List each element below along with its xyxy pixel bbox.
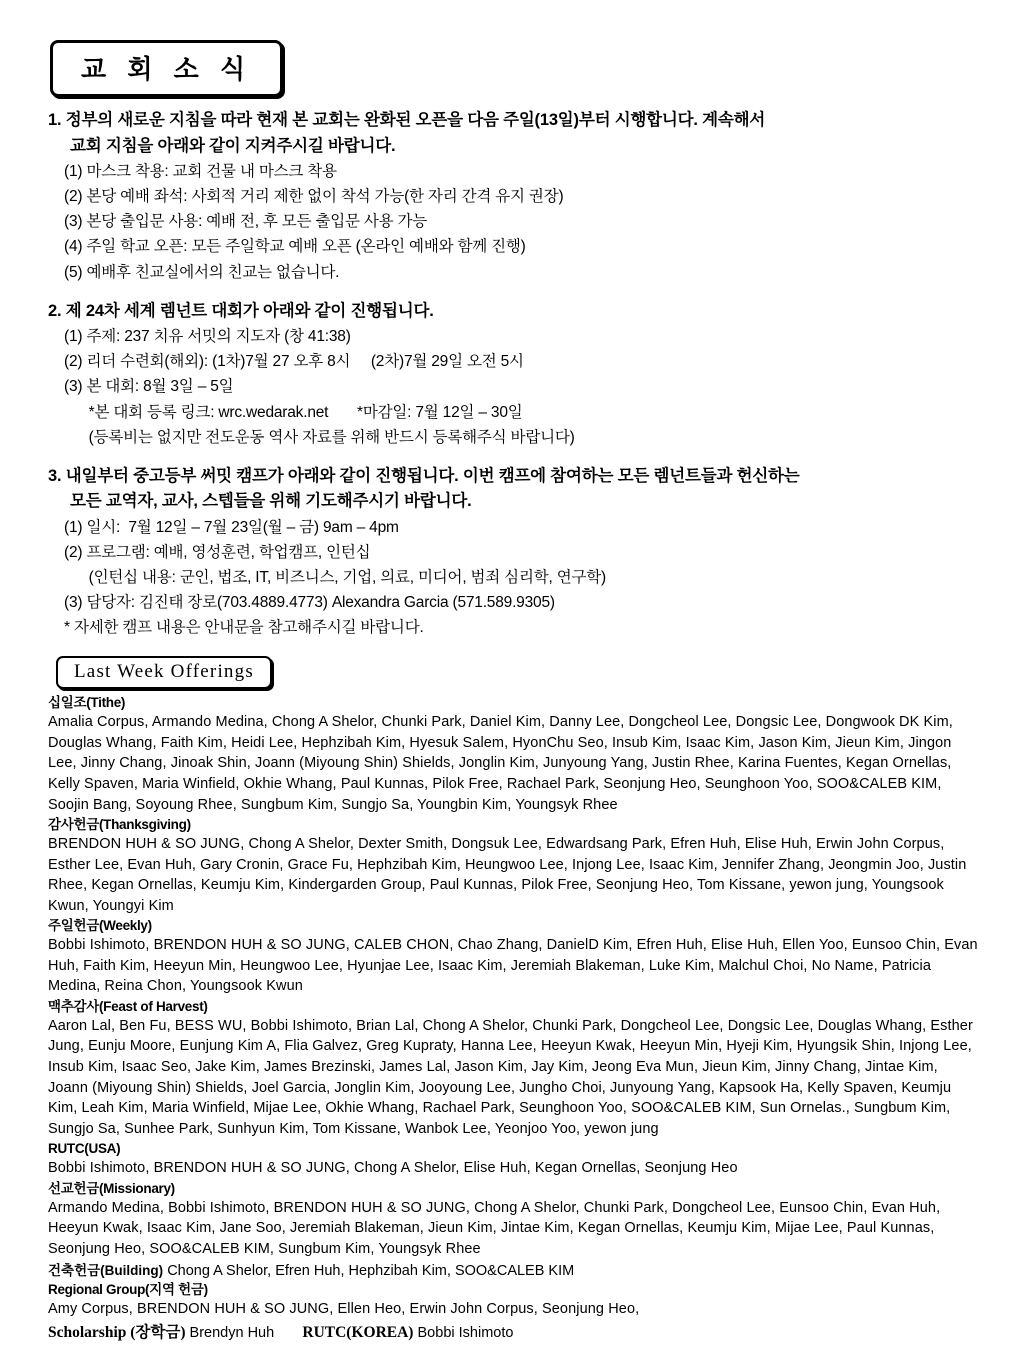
offering-category-names: Amalia Corpus, Armando Medina, Chong A Shelor, Chunki Park, Daniel Kim, Danny Lee, Dongcheol Lee, Dongsic Lee, Dongwook DK Kim, Douglas Whang, Faith Kim, Heidi Lee, Hephzibah Kim, Hyesuk Salem, HyonChu Seo, Insub Kim, Isaac Kim, Jason Kim, Jieun Kim, Jingon Lee, Jinny Chang, Jinoak Shin, Joann (Miyoung Shin) Shields, Jonglin Kim, Junyoung Yang, Justin Rhee, Karina Fuentes, Kegan Ornellas, Kelly Spaven, Maria Winfield, Okhie Whang, Paul Kunnas, Pilok Free, Rachael Park, Seonjung Heo, Seunghoon Yoo, SOO&CALEB KIM, Soojin Bang, Soyoung Rhee, Sungbum Kim, Sungjo Sa, Youngbin Kim, Youngsyk Rhee: [48, 714, 953, 813]
announcement-sub: (2) 리더 수련회(해외): (1차)7월 27 오후 8시 (2차)7월 29일 오전 5시: [64, 353, 524, 371]
scholarship-label: Scholarship (장학금): [48, 1324, 186, 1342]
offering-category: [48, 1181, 978, 1260]
offering-category-title: RUTC(USA): [48, 1141, 121, 1157]
announcement-item: [48, 299, 978, 450]
announcement-heading: [48, 299, 978, 325]
offerings-title: Last Week Offerings: [74, 661, 254, 683]
offering-category-names: Bobbi Ishimoto, BRENDON HUH & SO JUNG, CALEB CHON, Chao Zhang, DanielD Kim, Efren Huh, Elise Huh, Ellen Yoo, Eunsoo Chin, Evan Huh, Faith Kim, Heeyun Min, Heungwoo Lee, Hyunjae Lee, Isaac Kim, Jeremiah Blakeman, Luke Kim, Malchul Choi, No Name, Patricia Medina, Reina Chon, Youngsook Kwun: [48, 937, 978, 995]
announcement-number: 3.: [48, 466, 62, 485]
announcement-sub: (5) 예배후 친교실에서의 친교는 없습니다.: [64, 263, 340, 281]
offerings-title-badge: [56, 656, 272, 689]
offering-category-names: Chong A Shelor, Efren Huh, Hephzibah Kim, SOO&CALEB KIM: [167, 1263, 575, 1280]
offering-category-title: Regional Group(지역 헌금): [48, 1282, 208, 1297]
offering-category-title: 맥추감사(Feast of Harvest): [48, 999, 208, 1015]
offering-category-names: Amy Corpus, BRENDON HUH & SO JUNG, Ellen Heo, Erwin John Corpus, Seonjung Heo,: [48, 1300, 640, 1317]
offering-category-names: Armando Medina, Bobbi Ishimoto, BRENDON HUH & SO JUNG, Chong A Shelor, Chunki Park, Dongcheol Lee, Eunsoo Chin, Evan Huh, Heeyun Kwak, Isaac Kim, Jane Soo, Jeremiah Blakeman, Jieun Kim, Jintae Kim, Kegan Ornellas, Keumju Kim, Mijae Lee, Paul Kunnas, Seonjung Heo, SOO&CALEB KIM, Sungbum Kim, Youngsyk Rhee: [48, 1199, 941, 1257]
rutc-korea-names: Bobbi Ishimoto: [417, 1325, 514, 1342]
announcement-heading: [48, 108, 978, 159]
offering-category: [48, 999, 978, 1139]
announcement-item: [48, 108, 978, 285]
announcement-sub-registration-link: *본 대회 등록 링크: wrc.wedarak.net *마감일: 7월 12일 – 30일: [64, 403, 523, 421]
announcement-heading: [48, 464, 978, 515]
offering-category: [48, 918, 978, 997]
announcement-sub: (1) 일시: 7월 12일 – 7월 23일(월 – 금) 9am – 4pm: [64, 518, 399, 536]
offering-category-names: BRENDON HUH & SO JUNG, Chong A Shelor, Dexter Smith, Dongsuk Lee, Edwardsang Park, Efren Huh, Elise Huh, Erwin John Corpus, Esther Lee, Evan Huh, Gary Cronin, Grace Fu, Hephzibah Kim, Heungwoo Lee, Injong Lee, Isaac Kim, Jennifer Zhang, Jeongmin Joo, Justin Rhee, Kegan Ornellas, Keumju Kim, Kindergarden Group, Paul Kunnas, Pilok Free, Seonjung Heo, Tom Kissane, yewon jung, Youngsook Kwun, Youngyi Kim: [48, 836, 967, 914]
offering-category-title: 십일조(Tithe): [48, 695, 126, 711]
offering-footer-row: [48, 1321, 978, 1345]
offering-category: [48, 1141, 978, 1178]
offering-category-title: 선교헌금(Missionary): [48, 1180, 175, 1196]
announcement-sub: (4) 주일 학교 오픈: 모든 주일학교 예배 오픈 (온라인 예배와 함께 진행): [64, 238, 526, 256]
announcement-footnote: * 자세한 캠프 내용은 안내문을 참고해주시길 바랍니다.: [64, 619, 424, 637]
announcement-sub: (인턴십 내용: 군인, 법조, IT, 비즈니스, 기업, 의료, 미디어, 범죄 심리학, 연구학): [64, 569, 606, 587]
announcement-sub: (등록비는 없지만 전도운동 역사 자료를 위해 반드시 등록해주식 바랍니다): [64, 428, 575, 446]
announcement-heading-line1: 정부의 새로운 지침을 따라 현재 본 교회는 완화된 오픈을 다음 주일(13일)부터 시행합니다. 계속해서: [65, 111, 766, 129]
announcement-heading-line2: 교회 지침을 아래와 같이 지켜주시길 바랍니다.: [70, 136, 396, 155]
announcement-sub: (1) 주제: 237 치유 서밋의 지도자 (창 41:38): [64, 328, 351, 346]
offerings-title-container: [48, 656, 978, 689]
announcement-heading-line1: 제 24차 세계 렘넌트 대회가 아래와 같이 진행됩니다.: [65, 301, 434, 320]
announcement-number: 2.: [48, 301, 62, 320]
offering-category-title: 감사헌금(Thanksgiving): [48, 817, 191, 833]
announcement-sub: (2) 본당 예배 좌석: 사회적 거리 제한 없이 착석 가능(한 자리 간격 유지 권장): [64, 188, 564, 206]
page-title: 교 회 소 식: [81, 54, 253, 84]
offerings-section: [48, 695, 978, 1345]
announcement-sub-contact: (3) 담당자: 김진태 장로(703.4889.4773) Alexandra Garcia (571.589.9305): [64, 594, 555, 612]
offering-category: [48, 695, 978, 815]
page-title-container: [50, 40, 283, 97]
offering-category-title: 건축헌금(Building): [48, 1263, 164, 1279]
announcements-section: [48, 108, 978, 1345]
announcement-sub: (1) 마스크 착용: 교회 건물 내 마스크 착용: [64, 163, 337, 181]
rutc-korea-label: RUTC(KOREA): [302, 1324, 414, 1342]
announcement-heading-line2: 모든 교역자, 교사, 스텝들을 위해 기도해주시기 바랍니다.: [70, 492, 472, 511]
announcement-heading-line1: 내일부터 중고등부 써밋 캠프가 아래와 같이 진행됩니다. 이번 캠프에 참여하는 모든 렘넌트들과 헌신하는: [65, 466, 800, 485]
offering-category: [48, 1282, 978, 1319]
announcement-number: 1.: [48, 111, 62, 129]
offering-category-inline: [48, 1261, 978, 1282]
announcement-sub: (3) 본당 출입문 사용: 예배 전, 후 모든 출입문 사용 가능: [64, 213, 428, 231]
offering-category-names: Aaron Lal, Ben Fu, BESS WU, Bobbi Ishimoto, Brian Lal, Chong A Shelor, Chunki Park, Dongcheol Lee, Dongsic Lee, Douglas Whang, Esther Jung, Eunju Moore, Eunjung Kim A, Flia Galvez, Greg Kupraty, Hanna Lee, Heeyun Kwak, Heeyun Min, Hyeji Kim, Hyungsik Shin, Injong Lee, Insub Kim, Isaac Seo, Jake Kim, James Brezinski, James Lal, Jason Kim, Jay Kim, Jeong Eva Mun, Jieun Kim, Jinny Chang, Jintae Kim, Joann (Miyoung Shin) Shields, Joel Garcia, Jonglin Kim, Jooyoung Lee, Jungho Choi, Junyoung Yang, Kapsook Ha, Kelly Spaven, Keumju Kim, Leah Kim, Maria Winfield, Mijae Lee, Okhie Whang, Rachael Park, Seunghoon Yoo, SOO&CALEB KIM, Sun Ornelas., Sungbum Kim, Sungjo Sa, Sunhee Park, Sunhyun Kim, Tom Kissane, Wanbok Lee, Yeonjoo Yoo, yewon jung: [48, 1017, 973, 1137]
offering-category-title: 주일헌금(Weekly): [48, 918, 152, 934]
announcement-sub: (2) 프로그램: 예배, 영성훈련, 학업캠프, 인턴십: [64, 544, 371, 562]
offering-category: [48, 817, 978, 916]
scholarship-names: Brendyn Huh: [189, 1325, 275, 1342]
page-title-badge: [50, 40, 283, 97]
announcement-sub: (3) 본 대회: 8월 3일 – 5일: [64, 378, 234, 396]
offering-category-names: Bobbi Ishimoto, BRENDON HUH & SO JUNG, Chong A Shelor, Elise Huh, Kegan Ornellas, Seonjung Heo: [48, 1160, 738, 1177]
announcement-item: [48, 464, 978, 641]
